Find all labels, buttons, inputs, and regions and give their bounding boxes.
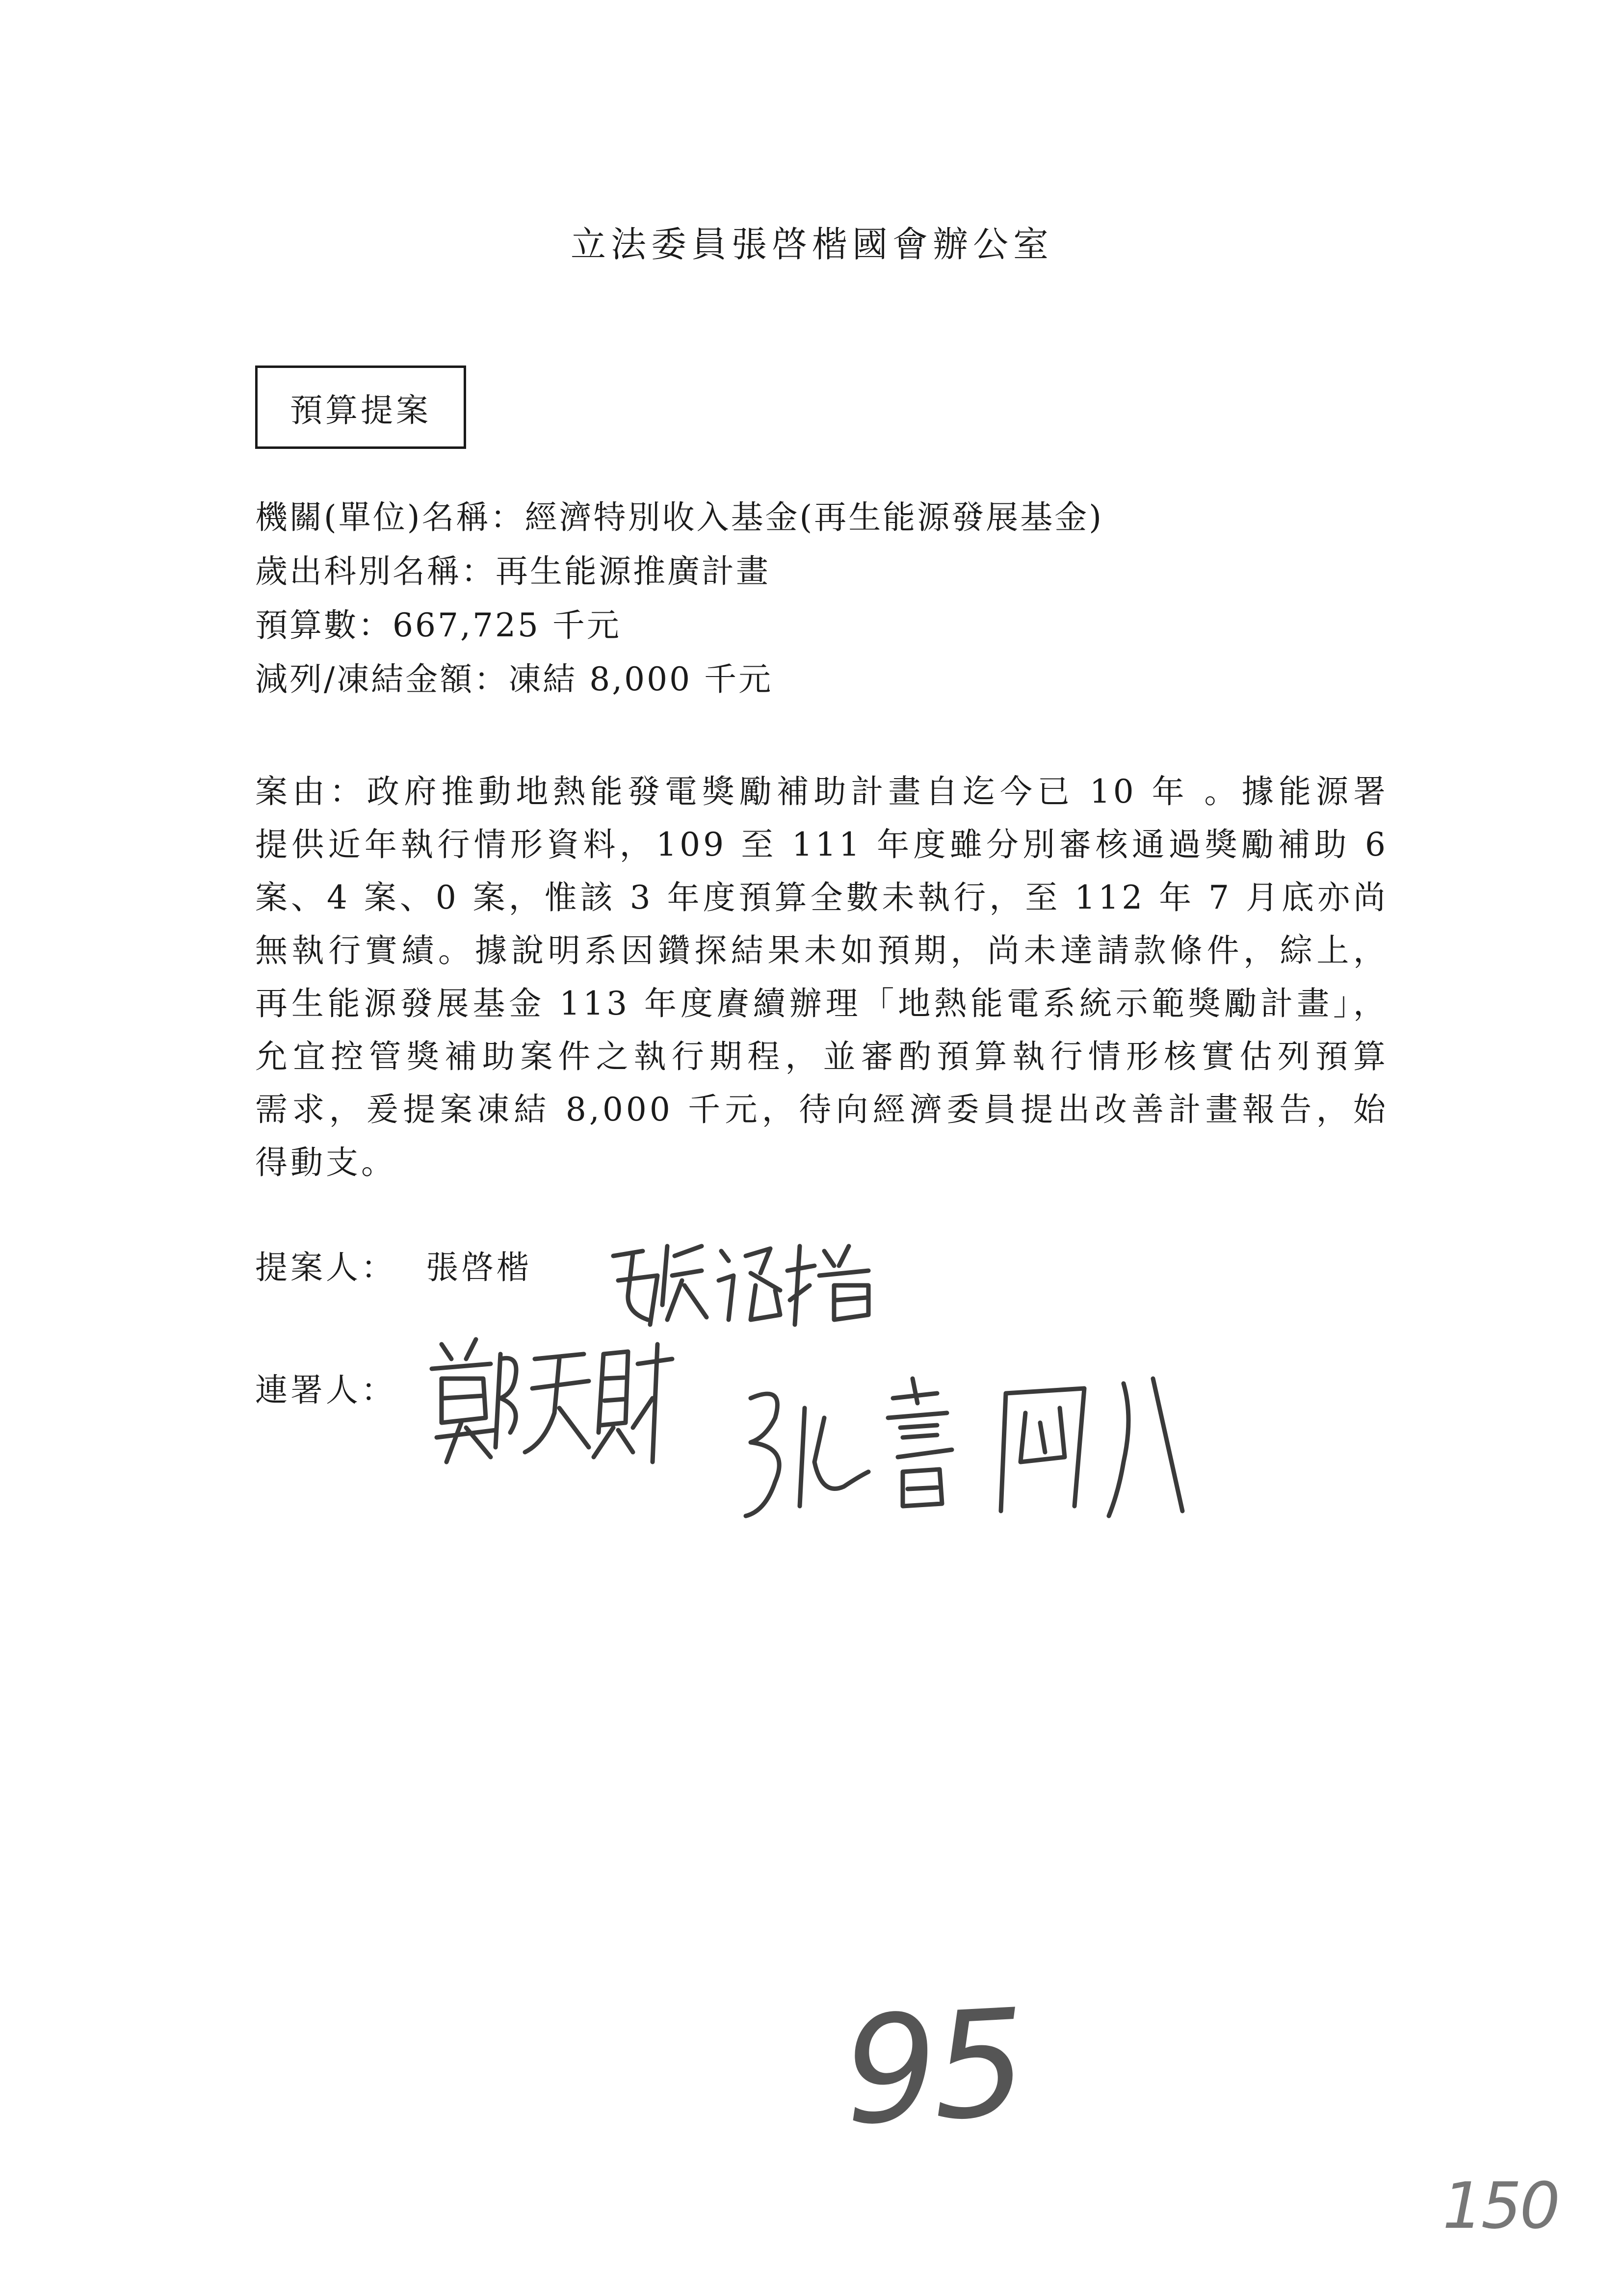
- document-type-box: [255, 365, 466, 449]
- case-paragraph: [255, 765, 1388, 1189]
- cosigner-signature-2: [731, 1364, 1241, 1526]
- case-line: 案、4 案、0 案，惟該 3 年度預算全數未執行，至 112 年 7 月底亦尚: [255, 879, 1388, 916]
- sequence-number: 150: [1442, 2168, 1559, 2243]
- case-line: 案由：政府推動地熱能發電獎勵補助計畫自迄今已 10 年 。據能源署: [255, 773, 1388, 810]
- case-line: 得動支。: [255, 1144, 396, 1181]
- case-line: 再生能源發展基金 113 年度賡續辦理「地熱能電系統示範獎勵計畫」，: [255, 985, 1388, 1022]
- case-line: 提供近年執行情形資料，109 至 111 年度雖分別審核通過獎勵補助 6: [255, 826, 1388, 863]
- reduction-line: 減列/凍結金額：凍結 8,000 千元: [255, 660, 773, 698]
- document-type-label: 預算提案: [290, 391, 431, 429]
- subject-line: 歲出科別名稱：再生能源推廣計畫: [255, 552, 770, 590]
- proposer-line: [255, 1241, 532, 1288]
- case-line: 允宜控管獎補助案件之執行期程，並審酌預算執行情形核實估列預算: [255, 1038, 1388, 1075]
- case-line: 無執行實績。據說明系因鑽探結果未如預期，尚未達請款條件，綜上，: [255, 932, 1388, 969]
- case-line: 需求，爰提案凍結 8,000 千元，待向經濟委員提出改善計畫報告，始: [255, 1091, 1388, 1128]
- page-number: 95: [839, 1977, 1026, 2158]
- budget-line: 預算數：667,725 千元: [255, 606, 621, 644]
- proposer-label: 提案人：: [255, 1249, 396, 1286]
- proposer-name: 張啓楷: [426, 1249, 532, 1286]
- proposer-signature: [603, 1226, 908, 1339]
- cosigner-label: 連署人：: [255, 1371, 396, 1409]
- agency-line: 機關(單位)名稱：經濟特別收入基金(再生能源發展基金): [255, 498, 1103, 536]
- cosigner-signature-1: [422, 1325, 677, 1472]
- office-title: 立法委員張啓楷國會辦公室: [570, 224, 1053, 265]
- budget-meta: [255, 491, 1384, 706]
- cosigner-line: [255, 1364, 396, 1410]
